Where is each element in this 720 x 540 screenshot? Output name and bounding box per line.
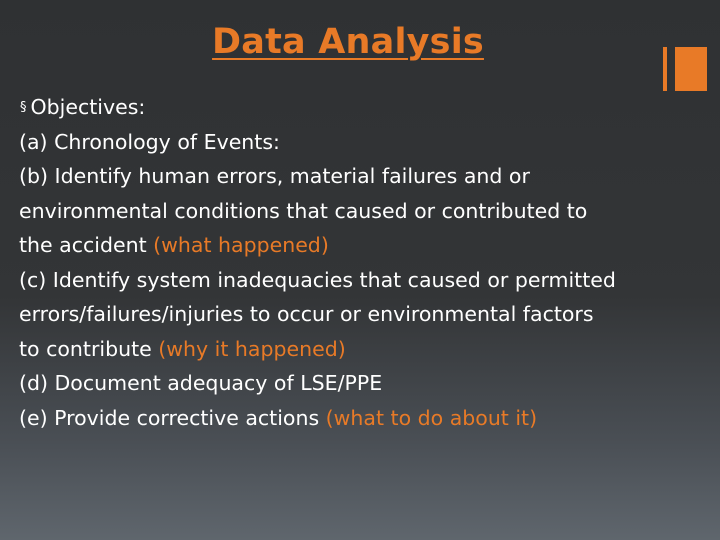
objective-line [19, 263, 709, 298]
objective-item [19, 366, 709, 401]
objective-text: (b) Identify human errors, material failures and or [19, 164, 530, 188]
accent-thin-bar [663, 47, 667, 91]
objective-text: (d) Document adequacy of LSE/PPE [19, 371, 383, 395]
objective-line [19, 228, 709, 263]
objective-text: to contribute [19, 336, 159, 361]
objective-item [19, 159, 709, 263]
slide-content [19, 90, 709, 435]
objective-line [19, 194, 709, 229]
slide-title: Data Analysis [212, 22, 484, 62]
square-bullet-icon: § [20, 100, 27, 115]
objective-text: environmental conditions that caused or contributed to [19, 198, 588, 223]
objective-text: (e) Provide corrective actions [19, 405, 326, 430]
objectives-heading [19, 90, 709, 125]
objective-highlight: (what happened) [153, 233, 329, 257]
objective-item [19, 125, 709, 160]
objective-highlight: (what to do about it) [325, 405, 538, 430]
objective-text: the accident [19, 233, 154, 257]
accent-bars-icon [663, 47, 707, 91]
objective-line [19, 366, 709, 401]
objective-highlight: (why it happened) [158, 336, 346, 361]
objective-line [19, 332, 709, 367]
objective-text: (c) Identify system inadequacies that caused or permitted [19, 267, 616, 292]
objective-text: (a) Chronology of Events: [19, 129, 280, 154]
accent-thick-bar [675, 47, 707, 91]
objective-item [19, 401, 709, 436]
objective-line [19, 297, 709, 332]
objective-item [19, 263, 709, 367]
objective-line [19, 401, 709, 436]
objective-line [19, 125, 709, 160]
objective-text: errors/failures/injuries to occur or environmental factors [19, 302, 594, 326]
objective-line [19, 159, 709, 194]
objectives-label: Objectives: [30, 95, 146, 119]
